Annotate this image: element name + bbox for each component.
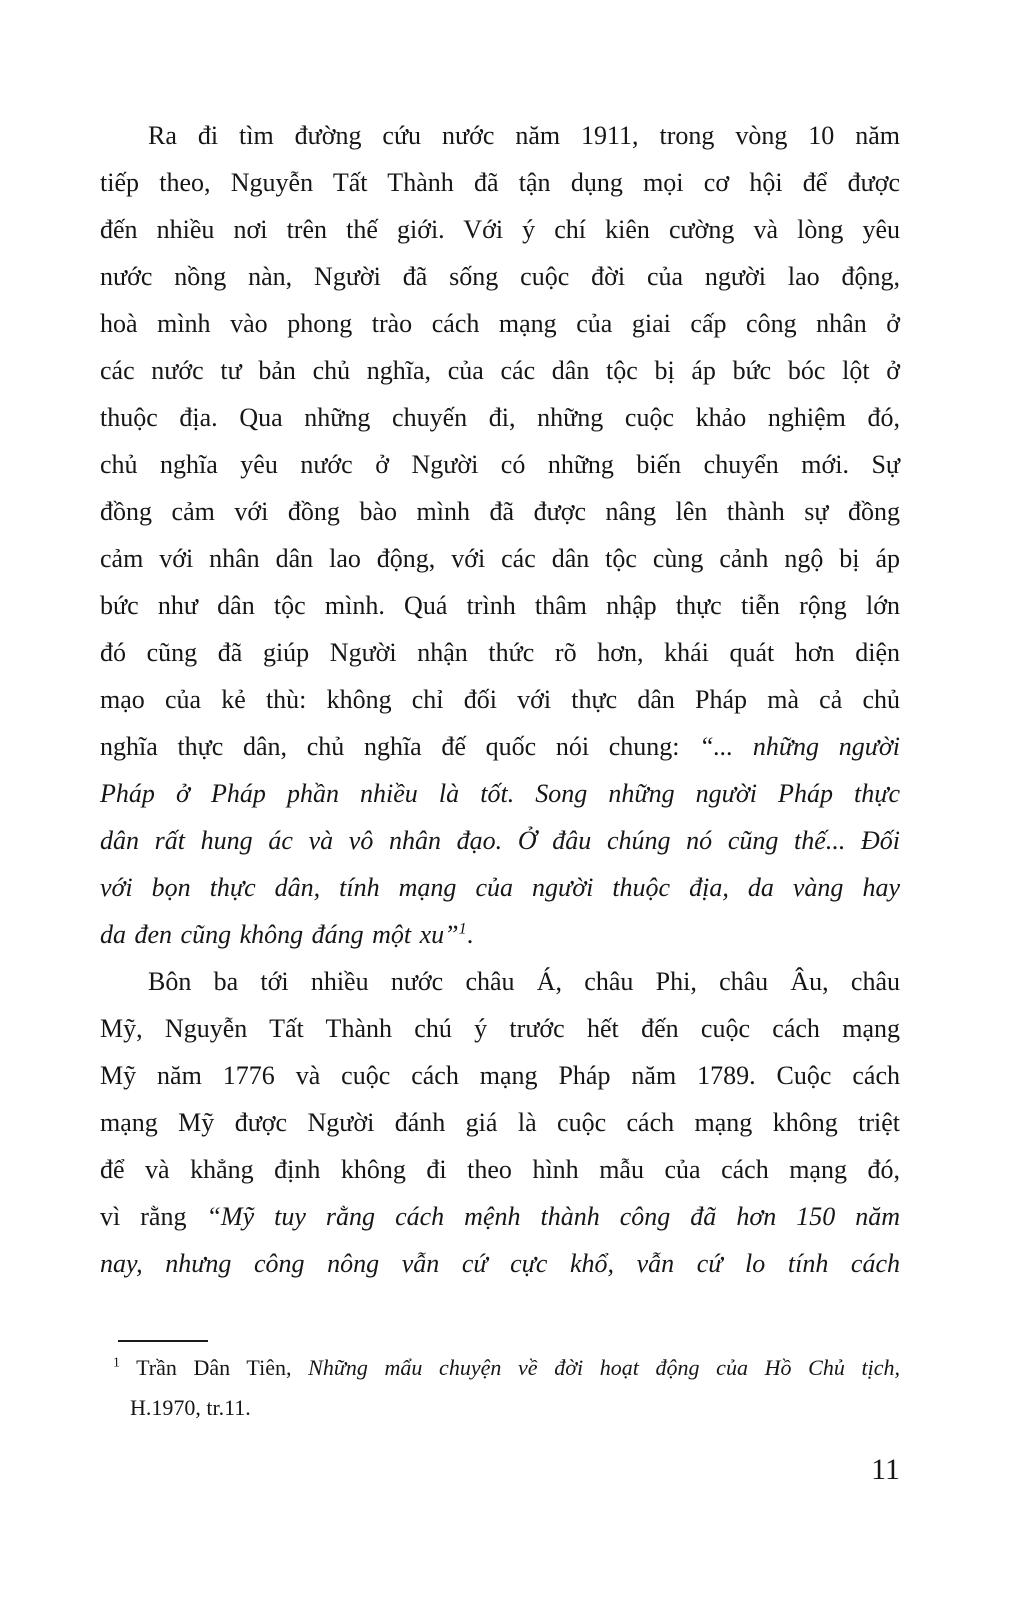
text-segment: chủ nghĩa yêu nước ở Người có những biến chuyển mới. Sự (100, 450, 900, 479)
text-segment: các nước tư bản chủ nghĩa, của các dân tộc bị áp bức bóc lột ở (100, 356, 900, 385)
footnote-text (100, 1348, 900, 1428)
text-segment: đến nhiều nơi trên thế giới. Với ý chí kiên cường và lòng yêu (100, 215, 900, 244)
text-line (100, 958, 900, 1005)
text-line (100, 488, 900, 535)
text-line (100, 911, 900, 958)
footnote-separator (118, 1340, 208, 1342)
text-segment: . (466, 920, 474, 949)
text-segment: da đen cũng không đáng một xu” (100, 920, 459, 949)
text-line (100, 1193, 900, 1240)
text-line (100, 582, 900, 629)
text-line (100, 1005, 900, 1052)
text-line (100, 394, 900, 441)
text-line (100, 535, 900, 582)
text-segment: Mỹ, Nguyễn Tất Thành chú ý trước hết đến cuộc cách mạng (100, 1014, 900, 1043)
text-line (100, 1388, 900, 1428)
text-segment: đó cũng đã giúp Người nhận thức rõ hơn, khái quát hơn diện (100, 638, 900, 667)
text-segment: cảm với nhân dân lao động, với các dân tộc cùng cảnh ngộ bị áp (100, 544, 900, 573)
text-segment: tiếp theo, Nguyễn Tất Thành đã tận dụng mọi cơ hội để được (100, 168, 900, 197)
text-segment: Những mẩu chuyện về đời hoạt động của Hồ Chủ tịch, (308, 1355, 901, 1380)
text-segment: Bôn ba tới nhiều nước châu Á, châu Phi, châu Âu, châu (148, 967, 900, 996)
text-segment: để và khẳng định không đi theo hình mẫu của cách mạng đó, (100, 1155, 900, 1184)
text-line (100, 1240, 900, 1287)
text-line (100, 159, 900, 206)
text-segment: mạo của kẻ thù: không chỉ đối với thực dân Pháp mà cả chủ (100, 685, 900, 714)
text-line (100, 676, 900, 723)
page-number: 11 (871, 1453, 900, 1486)
text-segment: H.1970, tr.11. (130, 1395, 251, 1420)
text-line (100, 1348, 900, 1388)
text-line (100, 770, 900, 817)
text-line (100, 300, 900, 347)
text-segment: “... những người (699, 732, 901, 761)
text-segment: nay, nhưng công nông vẫn cứ cực khổ, vẫn cứ lo tính cách (100, 1249, 900, 1278)
text-segment: với bọn thực dân, tính mạng của người thuộc địa, da vàng hay (100, 873, 900, 902)
footnote-section (100, 1340, 900, 1428)
text-line (100, 253, 900, 300)
text-line (100, 1099, 900, 1146)
text-segment: Mỹ năm 1776 và cuộc cách mạng Pháp năm 1789. Cuộc cách (100, 1061, 900, 1090)
footnote-marker: 1 (113, 1354, 120, 1370)
text-segment: Pháp ở Pháp phần nhiều là tốt. Song những người Pháp thực (100, 779, 900, 808)
text-segment: Ra đi tìm đường cứu nước năm 1911, trong vòng 10 năm (148, 121, 900, 150)
text-segment: thuộc địa. Qua những chuyến đi, những cuộc khảo nghiệm đó, (100, 403, 900, 432)
text-segment: bức như dân tộc mình. Quá trình thâm nhập thực tiễn rộng lớn (100, 591, 900, 620)
text-line (100, 817, 900, 864)
text-line (100, 347, 900, 394)
text-segment: Trần Dân Tiên, (119, 1355, 309, 1380)
text-segment: hoà mình vào phong trào cách mạng của giai cấp công nhân ở (100, 309, 900, 338)
text-segment: nghĩa thực dân, chủ nghĩa đế quốc nói chung: (100, 732, 700, 761)
text-line (100, 1052, 900, 1099)
text-line (100, 112, 900, 159)
text-line (100, 723, 900, 770)
text-segment: mạng Mỹ được Người đánh giá là cuộc cách mạng không triệt (100, 1108, 900, 1137)
text-line (100, 864, 900, 911)
text-segment: nước nồng nàn, Người đã sống cuộc đời của người lao động, (100, 262, 900, 291)
text-segment: đồng cảm với đồng bào mình đã được nâng lên thành sự đồng (100, 497, 900, 526)
text-segment: vì rằng (100, 1202, 207, 1231)
text-line (100, 206, 900, 253)
footnote-marker: 1 (458, 920, 467, 938)
text-segment: “Mỹ tuy rằng cách mệnh thành công đã hơn 150 năm (206, 1202, 901, 1231)
text-segment: dân rất hung ác và vô nhân đạo. Ở đâu chúng nó cũng thế... Đối (100, 826, 900, 855)
text-line (100, 1146, 900, 1193)
text-line (100, 441, 900, 488)
text-line (100, 629, 900, 676)
body-text (100, 112, 900, 1287)
